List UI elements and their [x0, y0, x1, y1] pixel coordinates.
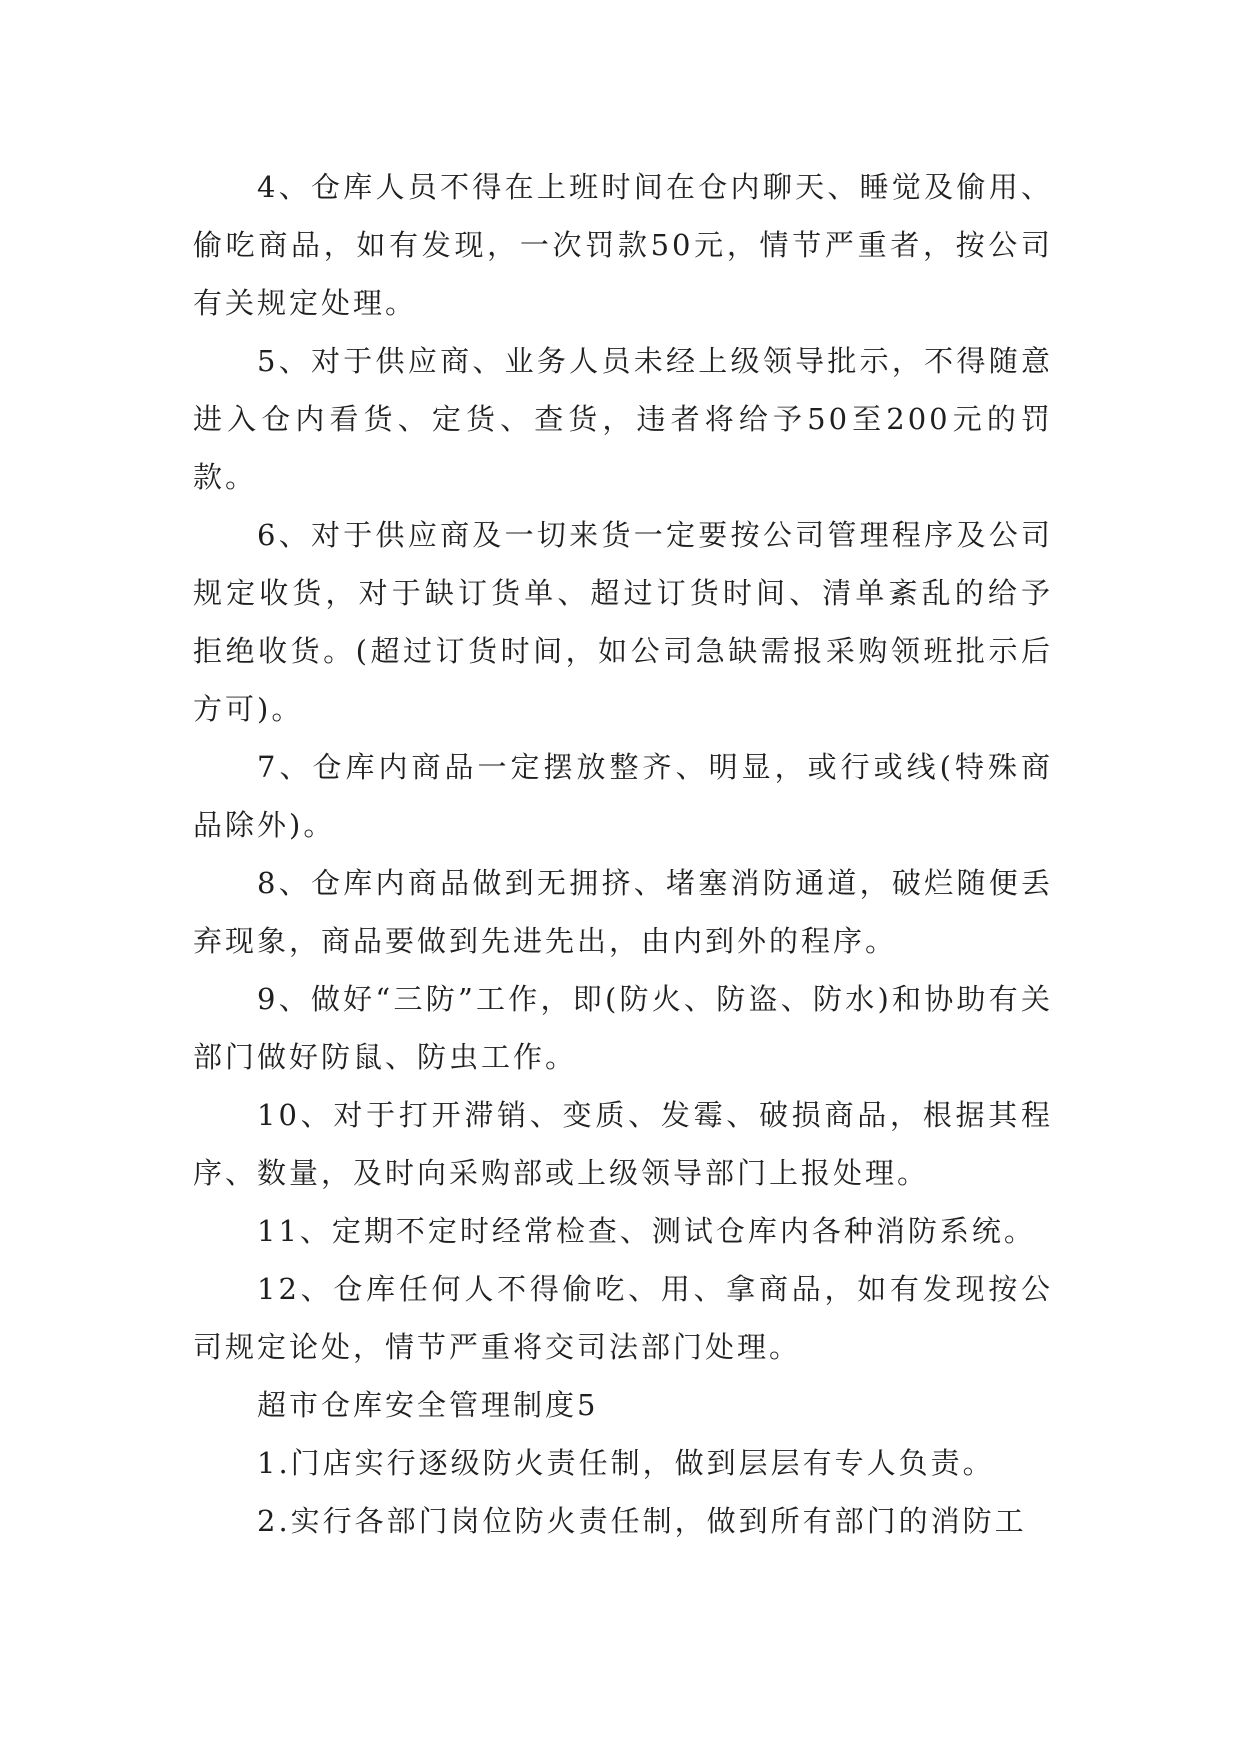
paragraph-item-1: 1.门店实行逐级防火责任制，做到层层有专人负责。 — [257, 1446, 995, 1480]
paragraph-rule-10: 10、对于打开滞销、变质、发霉、破损商品，根据其程序、数量，及时向采购部或上级领导部门上报处理。 — [193, 1098, 1053, 1190]
document-body — [193, 158, 1053, 1550]
paragraph-rule-5: 5、对于供应商、业务人员未经上级领导批示，不得随意进入仓内看货、定货、查货，违者将给予50至200元的罚款。 — [193, 344, 1053, 494]
paragraph-item-2: 2.实行各部门岗位防火责任制，做到所有部门的消防工 — [257, 1504, 1027, 1538]
paragraph-rule-12: 12、仓库任何人不得偷吃、用、拿商品，如有发现按公司规定论处，情节严重将交司法部门处理。 — [193, 1272, 1053, 1364]
paragraph-rule-8: 8、仓库内商品做到无拥挤、堵塞消防通道，破烂随便丢弃现象，商品要做到先进先出，由内到外的程序。 — [193, 866, 1053, 958]
paragraph-rule-11: 11、定期不定时经常检查、测试仓库内各种消防系统。 — [257, 1214, 1036, 1248]
paragraph-rule-6: 6、对于供应商及一切来货一定要按公司管理程序及公司规定收货，对于缺订货单、超过订货时间、清单紊乱的给予拒绝收货。(超过订货时间，如公司急缺需报采购领班批示后方可)。 — [193, 518, 1053, 726]
paragraph-rule-9: 9、做好“三防”工作，即(防火、防盗、防水)和协助有关部门做好防鼠、防虫工作。 — [193, 982, 1053, 1074]
section-heading: 超市仓库安全管理制度5 — [257, 1388, 599, 1422]
paragraph-rule-7: 7、仓库内商品一定摆放整齐、明显，或行或线(特殊商品除外)。 — [193, 750, 1053, 842]
paragraph-rule-4: 4、仓库人员不得在上班时间在仓内聊天、睡觉及偷用、偷吃商品，如有发现，一次罚款50元，情节严重者，按公司有关规定处理。 — [193, 170, 1053, 320]
